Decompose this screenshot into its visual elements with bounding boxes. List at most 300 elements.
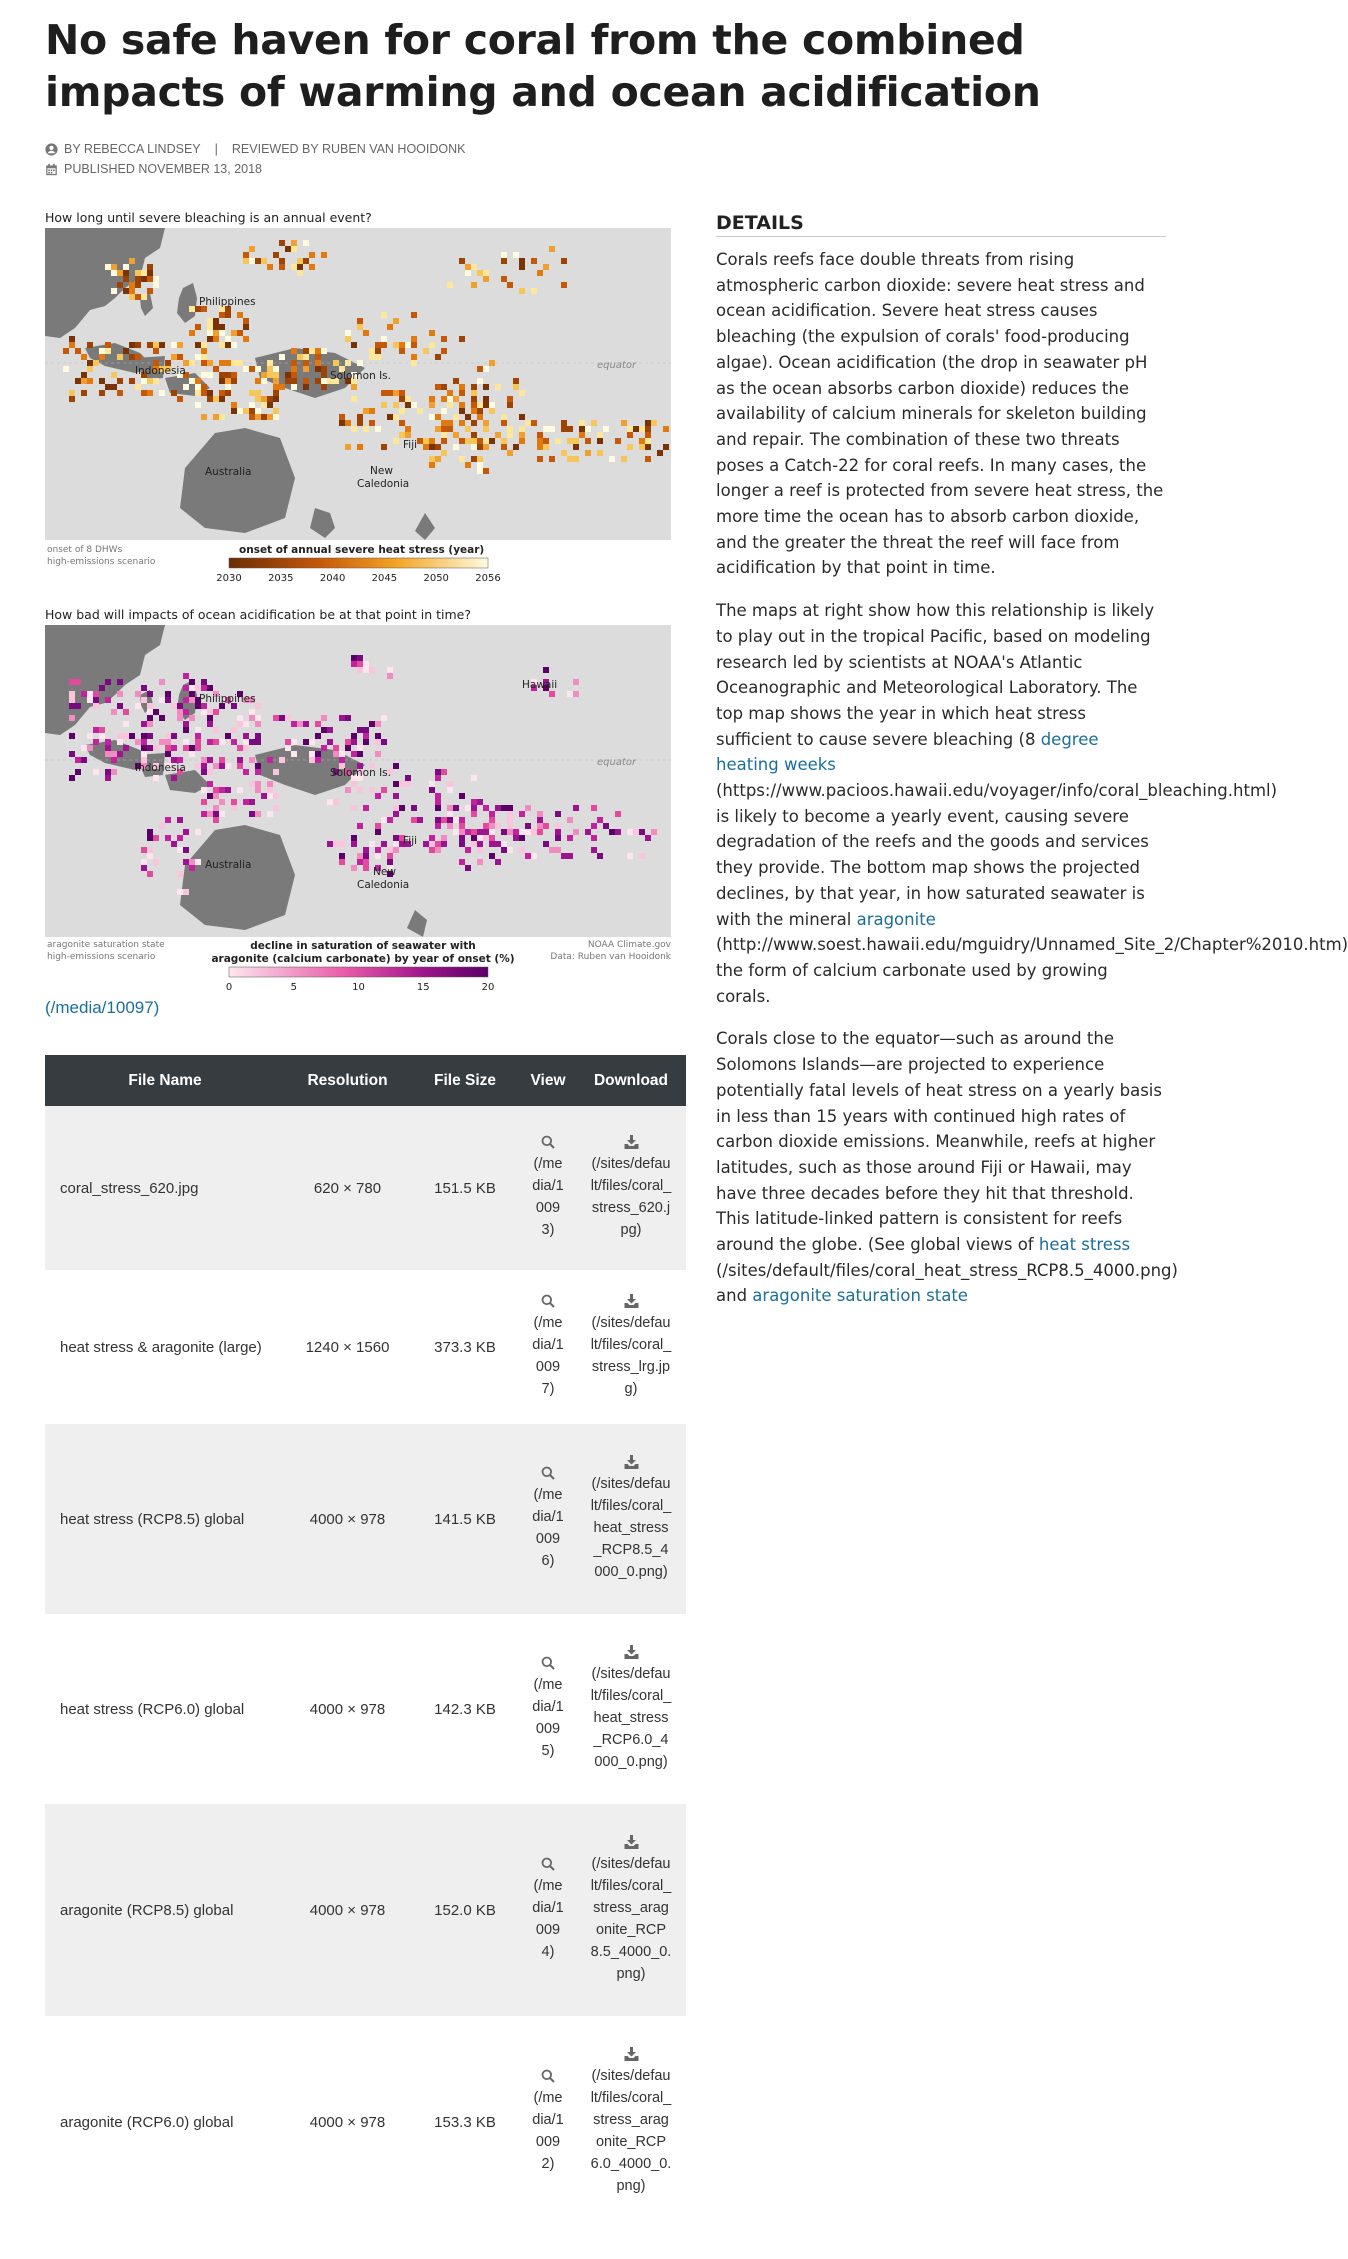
map-cell xyxy=(105,342,111,348)
map-cell xyxy=(423,438,429,444)
map-cell xyxy=(483,366,489,372)
map-cell xyxy=(267,396,273,402)
map-cell xyxy=(129,378,135,384)
map-cell xyxy=(315,378,321,384)
map-cell xyxy=(483,468,489,474)
map-cell xyxy=(387,673,393,679)
map-cell xyxy=(69,697,75,703)
map-cell xyxy=(519,811,525,817)
map-cell xyxy=(591,420,597,426)
map-cell xyxy=(117,733,123,739)
degree-heating-weeks-link[interactable]: degree heating weeks xyxy=(716,729,1099,775)
map-cell xyxy=(477,366,483,372)
map-cell xyxy=(255,715,261,721)
map-cell xyxy=(519,829,525,835)
map-cell xyxy=(267,366,273,372)
map-cell xyxy=(555,823,561,829)
map-cell xyxy=(279,258,285,264)
map-cell xyxy=(399,420,405,426)
map-cell xyxy=(291,366,297,372)
map-cell xyxy=(153,276,159,282)
search-icon xyxy=(541,2069,555,2083)
map-cell xyxy=(507,805,513,811)
map-cell xyxy=(159,679,165,685)
view-link[interactable] xyxy=(520,1614,576,1804)
map-cell xyxy=(111,751,117,757)
view-path: (/media/10093) xyxy=(532,1156,564,1238)
col-header-download: Download xyxy=(576,1055,686,1106)
details-heading: DETAILS xyxy=(716,212,1166,237)
map-cell xyxy=(225,763,231,769)
map-cell xyxy=(273,390,279,396)
map-cell xyxy=(357,414,363,420)
map-cell xyxy=(231,342,237,348)
aragonite-link[interactable]: aragonite xyxy=(856,909,936,929)
map-cell xyxy=(387,817,393,823)
map-cell xyxy=(435,775,441,781)
map-cell xyxy=(183,709,189,715)
map-cell xyxy=(153,745,159,751)
map-cell xyxy=(561,258,567,264)
map-cell xyxy=(573,456,579,462)
map-cell xyxy=(267,787,273,793)
map-cell xyxy=(249,414,255,420)
map-cell xyxy=(447,282,453,288)
map-cell xyxy=(357,787,363,793)
map-cell xyxy=(255,763,261,769)
map-cell xyxy=(639,426,645,432)
map-cell xyxy=(207,685,213,691)
map-cell xyxy=(327,799,333,805)
map-cell xyxy=(303,384,309,390)
map-cell xyxy=(219,324,225,330)
map-cell xyxy=(537,817,543,823)
map-cell xyxy=(465,414,471,420)
map-cell xyxy=(477,270,483,276)
map-cell xyxy=(99,727,105,733)
map-cell xyxy=(429,781,435,787)
download-link[interactable] xyxy=(576,1424,686,1614)
label-solomon: Solomon Is. xyxy=(330,767,391,779)
map-cell xyxy=(285,378,291,384)
map-cell xyxy=(189,330,195,336)
map-cell xyxy=(231,739,237,745)
download-link[interactable] xyxy=(576,1614,686,1804)
map-cell xyxy=(117,378,123,384)
map-cell xyxy=(189,691,195,697)
map-cell xyxy=(573,679,579,685)
map-cell xyxy=(291,360,297,366)
map-cell xyxy=(453,444,459,450)
map-cell xyxy=(183,727,189,733)
aragonite-saturation-link[interactable]: aragonite saturation state xyxy=(752,1286,968,1306)
map-cell xyxy=(123,264,129,270)
map-cell xyxy=(597,450,603,456)
download-icon xyxy=(624,1135,639,1149)
download-icon xyxy=(624,1294,639,1308)
details-paragraph-2 xyxy=(716,598,1348,1009)
map-cell xyxy=(435,793,441,799)
map-cell xyxy=(285,715,291,721)
view-link[interactable] xyxy=(520,1804,576,2016)
map-cell xyxy=(459,336,465,342)
map-cell xyxy=(339,715,345,721)
map-cell xyxy=(597,438,603,444)
map-cell xyxy=(435,823,441,829)
map-cell xyxy=(249,390,255,396)
map-cell xyxy=(429,847,435,853)
map-cell xyxy=(315,348,321,354)
file-name: aragonite (RCP8.5) global xyxy=(45,1804,285,2016)
map-cell xyxy=(291,348,297,354)
map-cell xyxy=(627,829,633,835)
map-cell xyxy=(285,745,291,751)
map-cell xyxy=(231,360,237,366)
map-cell xyxy=(495,859,501,865)
map-cell xyxy=(207,360,213,366)
map-cell xyxy=(429,787,435,793)
map-cell xyxy=(171,354,177,360)
map-cell xyxy=(525,853,531,859)
view-link[interactable] xyxy=(520,2016,576,2228)
map-cell xyxy=(483,396,489,402)
map-cell xyxy=(99,348,105,354)
map-cell xyxy=(99,390,105,396)
map-cell xyxy=(105,745,111,751)
map-cell xyxy=(627,853,633,859)
map-cell xyxy=(213,739,219,745)
view-path: (/media/10095) xyxy=(532,1677,564,1759)
map-cell xyxy=(99,733,105,739)
map-cell xyxy=(345,444,351,450)
map-cell xyxy=(147,288,153,294)
map-cell xyxy=(477,378,483,384)
map-cell xyxy=(555,438,561,444)
map-cell xyxy=(507,847,513,853)
search-icon xyxy=(541,1857,555,1871)
p3-url-1: (/sites/default/files/coral_heat_stress_RCP8.5_4000.png) xyxy=(716,1260,1178,1280)
map-cell xyxy=(195,342,201,348)
map-cell xyxy=(171,745,177,751)
map-cell xyxy=(219,378,225,384)
map-cell xyxy=(465,805,471,811)
view-link[interactable] xyxy=(520,1424,576,1614)
map-cell xyxy=(441,450,447,456)
map-cell xyxy=(381,739,387,745)
map-cell xyxy=(99,685,105,691)
map-cell xyxy=(381,342,387,348)
map-cell xyxy=(543,444,549,450)
map-cell xyxy=(267,402,273,408)
map-cell xyxy=(207,709,213,715)
map-cell xyxy=(387,853,393,859)
map-cell xyxy=(219,739,225,745)
map-cell xyxy=(183,859,189,865)
map-cell xyxy=(429,835,435,841)
table-row xyxy=(45,1424,686,1614)
map-cell xyxy=(231,727,237,733)
map-cell xyxy=(441,384,447,390)
map-cell xyxy=(585,426,591,432)
legend-tick-label: 2030 xyxy=(216,573,242,584)
map-cell xyxy=(141,276,147,282)
map-cell xyxy=(447,811,453,817)
map-cell xyxy=(375,739,381,745)
map-cell xyxy=(489,835,495,841)
map-cell xyxy=(549,456,555,462)
map-cell xyxy=(315,751,321,757)
acidification-map[interactable] xyxy=(45,625,671,1005)
col-header-file-size: File Size xyxy=(410,1055,520,1106)
map-cell xyxy=(447,787,453,793)
map-cell xyxy=(471,282,477,288)
map-cell xyxy=(573,805,579,811)
map-cell xyxy=(267,360,273,366)
download-link[interactable] xyxy=(576,2016,686,2228)
file-name: heat stress & aragonite (large) xyxy=(45,1270,285,1424)
map-cell xyxy=(267,793,273,799)
details-body xyxy=(716,247,1348,1326)
heat-stress-map[interactable] xyxy=(45,228,671,584)
map-cell xyxy=(465,847,471,853)
map2-legend-ticks xyxy=(226,982,495,993)
map-cell xyxy=(147,390,153,396)
map-cell xyxy=(219,811,225,817)
map-cell xyxy=(525,829,531,835)
map-cell xyxy=(147,847,153,853)
label-indonesia: Indonesia xyxy=(135,762,186,774)
reviewer: REVIEWED BY RUBEN VAN HOOIDONK xyxy=(231,142,466,156)
map-cell xyxy=(165,697,171,703)
map-cell xyxy=(591,847,597,853)
map-cell xyxy=(357,745,363,751)
map-cell xyxy=(291,721,297,727)
map-cell xyxy=(213,330,219,336)
map-cell xyxy=(147,715,153,721)
map-cell xyxy=(207,793,213,799)
map-cell xyxy=(351,655,357,661)
map-cell xyxy=(459,859,465,865)
download-link[interactable] xyxy=(576,1106,686,1270)
map-cell xyxy=(381,841,387,847)
map-cell xyxy=(501,444,507,450)
map-cell xyxy=(219,414,225,420)
map-cell xyxy=(177,817,183,823)
map-cell xyxy=(477,829,483,835)
map-cell xyxy=(183,829,189,835)
map-cell xyxy=(153,709,159,715)
map-cell xyxy=(225,360,231,366)
map-cell xyxy=(201,372,207,378)
map-cell xyxy=(303,366,309,372)
media-link[interactable]: (/media/10097) xyxy=(45,998,160,1017)
map-cell xyxy=(399,396,405,402)
heat-stress-link[interactable]: heat stress xyxy=(1038,1235,1131,1255)
map-cell xyxy=(501,847,507,853)
map-cell xyxy=(315,354,321,360)
map-cell xyxy=(381,444,387,450)
label-indonesia: Indonesia xyxy=(135,365,186,377)
map-cell xyxy=(261,414,267,420)
map-cell xyxy=(105,264,111,270)
map-cell xyxy=(357,318,363,324)
map-cell xyxy=(351,835,357,841)
map-cell xyxy=(87,366,93,372)
label-new-caledonia-1: New xyxy=(370,465,393,477)
map-cell xyxy=(453,817,459,823)
map-cell xyxy=(105,348,111,354)
p2-text-a: The maps at right show how this relationship is likely to play out in the tropical Pacific, based on modeling research led by scientists at NOAA's Atlantic Oceanographic and Meteorological Laboratory. The top map shows the year in which heat stress sufficient to cause severe bleaching (8 xyxy=(716,601,1155,749)
file-resolution: 620 × 780 xyxy=(285,1106,410,1270)
map-cell xyxy=(195,763,201,769)
map-cell xyxy=(351,739,357,745)
map-cell xyxy=(261,402,267,408)
map-cell xyxy=(459,402,465,408)
map-cell xyxy=(129,733,135,739)
map-cell xyxy=(135,354,141,360)
label-fiji: Fiji xyxy=(403,835,418,847)
map-cell xyxy=(429,841,435,847)
map-cell xyxy=(597,817,603,823)
view-link[interactable] xyxy=(520,1106,576,1270)
map-cell xyxy=(477,468,483,474)
map-cell xyxy=(69,390,75,396)
map-cell xyxy=(225,733,231,739)
map-cell xyxy=(561,450,567,456)
map-cell xyxy=(501,805,507,811)
map-cell xyxy=(147,733,153,739)
map2-legend-bar xyxy=(229,967,488,977)
map-cell xyxy=(189,859,195,865)
map-cell xyxy=(321,366,327,372)
map-cell xyxy=(303,240,309,246)
map-cell xyxy=(393,390,399,396)
download-link[interactable] xyxy=(576,1804,686,2016)
map-cell xyxy=(255,781,261,787)
map-cell xyxy=(351,805,357,811)
map-cell xyxy=(357,751,363,757)
map-cell xyxy=(627,426,633,432)
view-path: (/media/10097) xyxy=(532,1315,564,1397)
map-cell xyxy=(237,408,243,414)
map-cell xyxy=(219,360,225,366)
map-cell xyxy=(237,312,243,318)
map-cell xyxy=(531,420,537,426)
map-cell xyxy=(309,264,315,270)
map-cell xyxy=(237,757,243,763)
map-cell xyxy=(195,733,201,739)
calendar-icon xyxy=(45,163,58,176)
table-row xyxy=(45,1106,686,1270)
map-cell xyxy=(489,438,495,444)
map-cell xyxy=(561,420,567,426)
map-cell xyxy=(447,402,453,408)
map-cell xyxy=(63,366,69,372)
map-cell xyxy=(453,432,459,438)
map-cell xyxy=(351,661,357,667)
map-cell xyxy=(411,817,417,823)
map-cell xyxy=(111,264,117,270)
download-path: (/sites/default/files/coral_stress_aragonite_RCP8.5_4000_0.png) xyxy=(590,1856,672,1982)
map-cell xyxy=(219,763,225,769)
map-cell xyxy=(303,348,309,354)
map-cell xyxy=(183,673,189,679)
map-cell xyxy=(369,420,375,426)
map-cell xyxy=(435,426,441,432)
view-path: (/media/10092) xyxy=(532,2090,564,2172)
download-icon xyxy=(624,2047,639,2061)
map-cell xyxy=(219,799,225,805)
map-cell xyxy=(333,841,339,847)
map-cell xyxy=(411,360,417,366)
map-cell xyxy=(267,414,273,420)
map-cell xyxy=(165,751,171,757)
map-cell xyxy=(243,408,249,414)
map-cell xyxy=(189,715,195,721)
map2-legend-title-2: aragonite (calcium carbonate) by year of onset (%) xyxy=(211,953,515,965)
map-cell xyxy=(123,721,129,727)
map-cell xyxy=(369,721,375,727)
map-cell xyxy=(201,384,207,390)
map-cell xyxy=(321,384,327,390)
map-cell xyxy=(537,438,543,444)
map-cell xyxy=(105,739,111,745)
map-cell xyxy=(567,426,573,432)
map-cell xyxy=(273,414,279,420)
view-link[interactable] xyxy=(520,1270,576,1424)
map-cell xyxy=(225,342,231,348)
map-cell xyxy=(201,763,207,769)
map-cell xyxy=(207,330,213,336)
map-cell xyxy=(483,438,489,444)
map-cell xyxy=(459,384,465,390)
map-cell xyxy=(405,402,411,408)
map-cell xyxy=(387,847,393,853)
map-cell xyxy=(141,865,147,871)
map-cell xyxy=(201,799,207,805)
table-row xyxy=(45,1614,686,1804)
map-cell xyxy=(501,252,507,258)
map-cell xyxy=(627,432,633,438)
map-cell xyxy=(345,336,351,342)
map-cell xyxy=(243,799,249,805)
map-cell xyxy=(231,799,237,805)
map-cell xyxy=(405,342,411,348)
map-cell xyxy=(453,829,459,835)
map-cell xyxy=(399,390,405,396)
map-cell xyxy=(195,384,201,390)
map-cell xyxy=(69,336,75,342)
map-cell xyxy=(369,354,375,360)
map-cell xyxy=(459,390,465,396)
file-size: 141.5 KB xyxy=(410,1424,520,1614)
map-cell xyxy=(321,372,327,378)
map-cell xyxy=(135,294,141,300)
map-cell xyxy=(171,390,177,396)
map-cell xyxy=(429,396,435,402)
map-cell xyxy=(111,384,117,390)
map-cell xyxy=(339,853,345,859)
map-cell xyxy=(441,426,447,432)
map-cell xyxy=(243,739,249,745)
download-link[interactable] xyxy=(576,1270,686,1424)
map-cell xyxy=(363,865,369,871)
map-cell xyxy=(213,324,219,330)
map-cell xyxy=(105,697,111,703)
map-cell xyxy=(369,408,375,414)
map-cell xyxy=(105,384,111,390)
map-cell xyxy=(531,288,537,294)
